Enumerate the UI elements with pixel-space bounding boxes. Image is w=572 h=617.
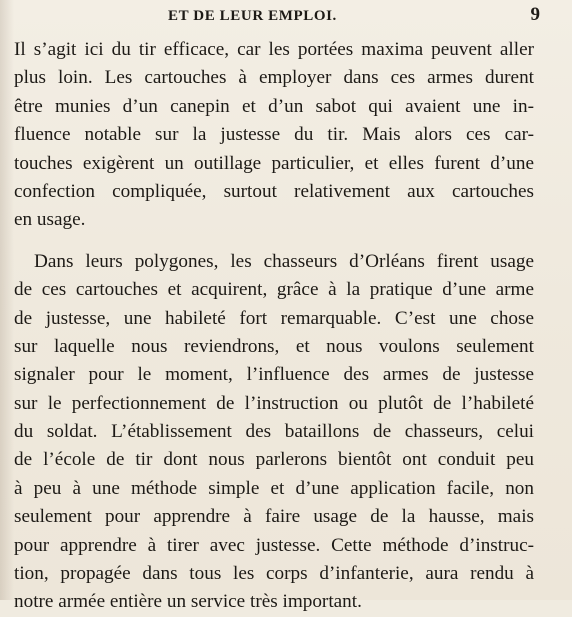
text-line: Il s’agit ici du tir efficace, car les portées maxima peuvent aller <box>14 39 534 60</box>
text-line: de l’école de tir dont nous parlerons bientôt ont conduit peu <box>14 449 534 471</box>
text-line: confection compliquée, surtout relativement aux cartouches <box>14 180 534 202</box>
running-header: ET DE LEUR EMPLOI. <box>168 8 337 24</box>
text-line: sur le perfectionnement de l’instruction ou plutôt de l’habileté <box>14 392 534 414</box>
text-line: signaler pour le moment, l’influence des armes de justesse <box>14 364 534 386</box>
text-line: seulement pour apprendre à faire usage de la hausse, mais <box>14 506 534 528</box>
page-number: 9 <box>530 4 540 25</box>
paragraph-1 <box>14 36 534 235</box>
text-line: être munies d’un canepin et d’un sabot qui avaient une in- <box>14 95 534 117</box>
text-line: à peu à une méthode simple et d’une application facile, non <box>14 477 534 499</box>
text-line: de ces cartouches et acquirent, grâce à la pratique d’une arme <box>14 279 534 301</box>
text-line: notre armée entière un service très important. <box>14 591 362 613</box>
text-line: sur laquelle nous reviendrons, et nous voulons seulement <box>14 335 534 357</box>
text-line: pour apprendre à tirer avec justesse. Cette méthode d’instruc- <box>14 534 534 556</box>
text-line: plus loin. Les cartouches à employer dans ces armes durent <box>14 67 534 89</box>
page-binding-shadow <box>0 0 14 600</box>
body-text <box>14 36 534 617</box>
text-line: touches exigèrent un outillage particulier, et elles furent d’une <box>14 152 534 174</box>
text-line: du soldat. L’établissement des bataillons de chasseurs, celui <box>14 421 534 443</box>
text-line: Dans leurs polygones, les chasseurs d’Orléans firent usage <box>34 250 534 272</box>
paragraph-gap <box>14 235 534 248</box>
text-line: en usage. <box>14 209 86 231</box>
text-line: de justesse, une habileté fort remarquable. C’est une chose <box>14 307 534 329</box>
text-line: tion, propagée dans tous les corps d’infanterie, aura rendu à <box>14 563 534 585</box>
text-line: fluence notable sur la justesse du tir. Mais alors ces car- <box>14 124 534 146</box>
paragraph-2 <box>14 248 534 617</box>
